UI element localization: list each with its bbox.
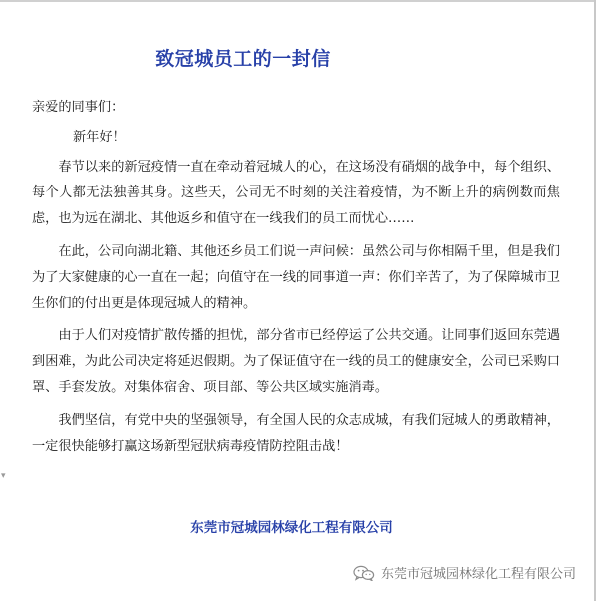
- letter-salutation: 亲爱的同事们：: [32, 100, 125, 115]
- letter-paragraph-4: 我們坚信，有党中央的坚强领导，有全国人民的众志成城，有我们冠城人的勇敢精神，一定很快能够打赢这场新型冠狀病毒疫情防控阻击战！: [32, 412, 560, 454]
- letter-paragraph-3: 由于人们对疫情扩散传播的担忧，部分省市已经停运了公共交通。让同事们返回东莞遇到困难，为此公司决定将延迟假期。为了保证值守在一线的员工的健康安全，公司已采购口罩、手套发放。对集体宿舍、项目部、等公共区域实施消毒。: [32, 328, 560, 395]
- letter-greeting: 新年好！: [73, 129, 126, 145]
- letter-signature: 东莞市冠城园林绿化工程有限公司: [190, 520, 393, 536]
- watermark: [353, 563, 576, 582]
- letter-body: [32, 95, 560, 466]
- wechat-icon: [353, 565, 375, 581]
- page-top-border: [0, 0, 596, 2]
- side-marker-icon: ▾: [1, 471, 6, 481]
- watermark-text: 东莞市冠城园林绿化工程有限公司: [380, 567, 576, 582]
- letter-paragraph-1: 春节以来的新冠疫情一直在牵动着冠城人的心，在这场没有硝烟的战争中，每个组织、每个人都无法独善其身。这些天，公司无不时刻的关注着疫情，为不断上升的病例数而焦虑，也为远在湖北、其他返乡和值守在一线我们的员工而忧心……: [32, 159, 560, 227]
- letter-paragraph-2: 在此，公司向湖北籍、其他还乡员工们说一声问候：虽然公司与你相隔千里，但是我们为了大家健康的心一直在一起；向值守在一线的同事道一声：你们辛苦了，为了保障城市卫生你们的付出更是体现冠城人的精神。: [32, 243, 560, 311]
- letter-title: 致冠城员工的一封信: [155, 48, 331, 70]
